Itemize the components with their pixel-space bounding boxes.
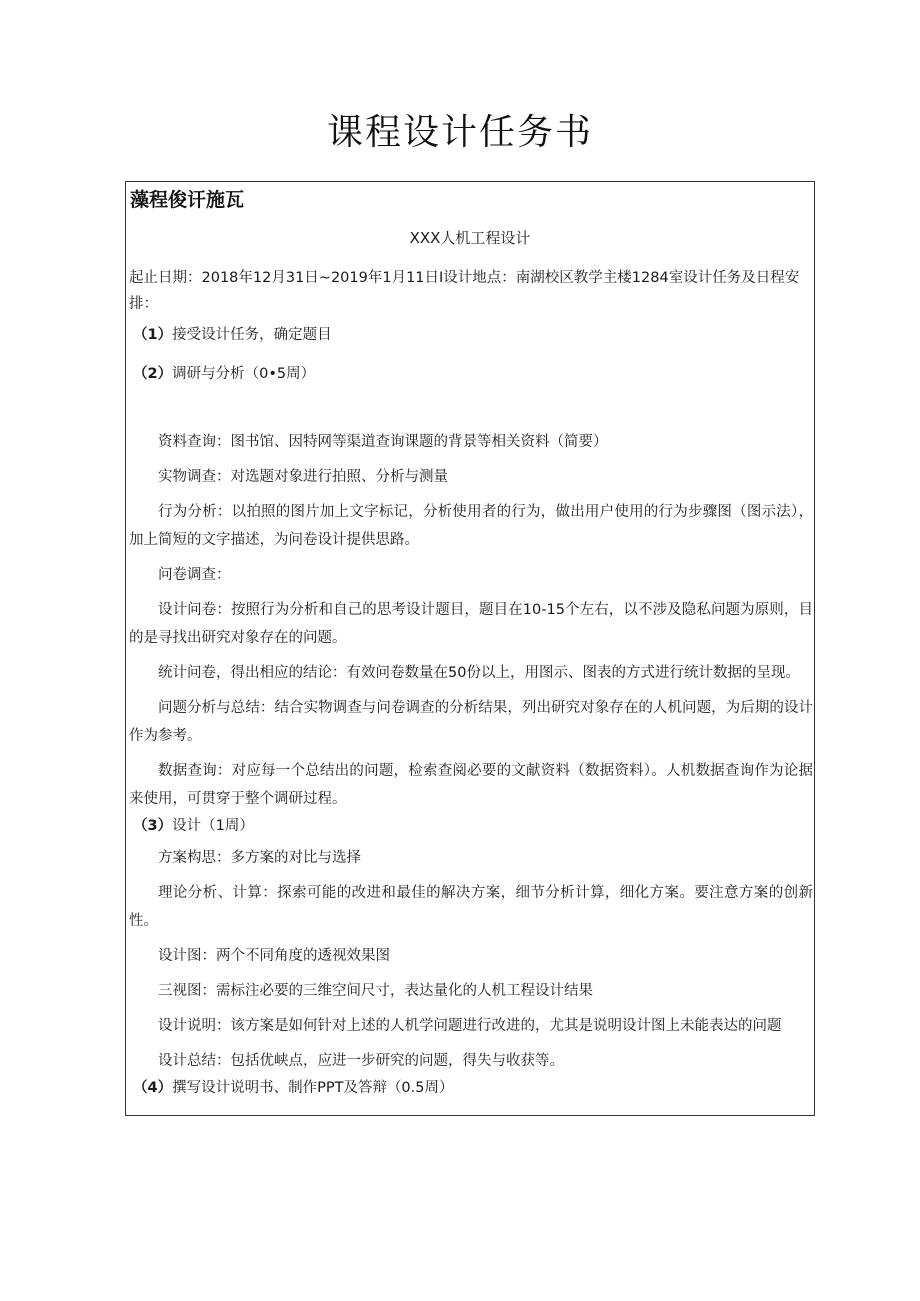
section-3-paragraph: 方案构思：多方案的对比与选择	[158, 850, 361, 866]
section-2-paragraph: 实物调查：对选题对象进行拍照、分析与测量	[158, 469, 448, 485]
section-4-title: 撰写设计说明书、制作PPT及答辩（0.5周）	[172, 1080, 454, 1096]
section-1-title: 接受设计任务，确定题目	[172, 327, 332, 343]
project-title: XXX人机工程设计	[409, 229, 531, 247]
section-2-title: 调研与分析（0•5周）	[172, 366, 316, 382]
section-3-paragraph: 设计说明：该方案是如何针对上述的人机学问题进行改进的，尤其是说明设计图上未能表达的问题	[158, 1018, 782, 1034]
section-2-number: （2）	[133, 366, 173, 382]
task-table	[125, 181, 815, 1116]
section-3-title: 设计（1周）	[172, 818, 254, 834]
section-3-number: （3）	[133, 818, 173, 834]
section-2-paragraph: 数据查询：对应每一个总结出的问题，检索查阅必要的文献资料（数据资料）。人机数据查询作为论据来使用，可贯穿于整个调研过程。	[129, 763, 813, 807]
table-header-label: 藻程俊讦施瓦	[130, 189, 245, 211]
section-3-paragraph: 设计总结：包括优峡点，应进一步研究的问题，得失与收获等。	[158, 1053, 564, 1069]
section-3-paragraph: 理论分析、计算：探索可能的改进和最佳的解决方案，细节分析计算，细化方案。要注意方案的创新性。	[129, 885, 813, 929]
page-title: 课程设计任务书	[326, 112, 593, 153]
section-2-heading	[129, 361, 813, 387]
section-2-paragraph: 问题分析与总结：结合实物调查与问卷调查的分析结果，列出研究对象存在的人机问题，为后期的设计作为参考。	[129, 700, 813, 744]
section-4-heading	[129, 1075, 813, 1101]
dates-location-line: 起止日期：2018年12月31日~2019年1月11日I设计地点：南湖校区教学主楼1284室设计任务及日程安排：	[129, 270, 800, 312]
section-4-number: （4）	[133, 1080, 173, 1096]
section-2-paragraph: 设计问卷：按照行为分析和自己的思考设计题目，题目在10-15个左右，以不涉及隐私问题为原则，目的是寻找出研究对象存在的问题。	[129, 602, 813, 646]
section-2-paragraph: 统计问卷，得出相应的结论：有效问卷数量在50份以上，用图示、图表的方式进行统计数据的呈现。	[158, 665, 800, 681]
task-body	[129, 265, 813, 1101]
section-3-heading	[129, 813, 813, 839]
section-1-heading	[129, 322, 813, 348]
section-2-paragraph: 资料查询：图书馆、因特网等渠道查询课题的背景等相关资料（简要）	[158, 434, 608, 450]
section-3-paragraph: 三视图：需标注必要的三维空间尺寸，表达量化的人机工程设计结果	[158, 983, 593, 999]
section-2-paragraph: 行为分析：以拍照的图片加上文字标记，分析使用者的行为，做出用户使用的行为步骤图（图示法），加上简短的文字描述，为问卷设计提供思路。	[129, 504, 813, 548]
section-1-number: （1）	[133, 327, 173, 343]
section-3-paragraph: 设计图：两个不同角度的透视效果图	[158, 948, 390, 964]
section-2-paragraph: 问卷调查：	[158, 567, 231, 583]
